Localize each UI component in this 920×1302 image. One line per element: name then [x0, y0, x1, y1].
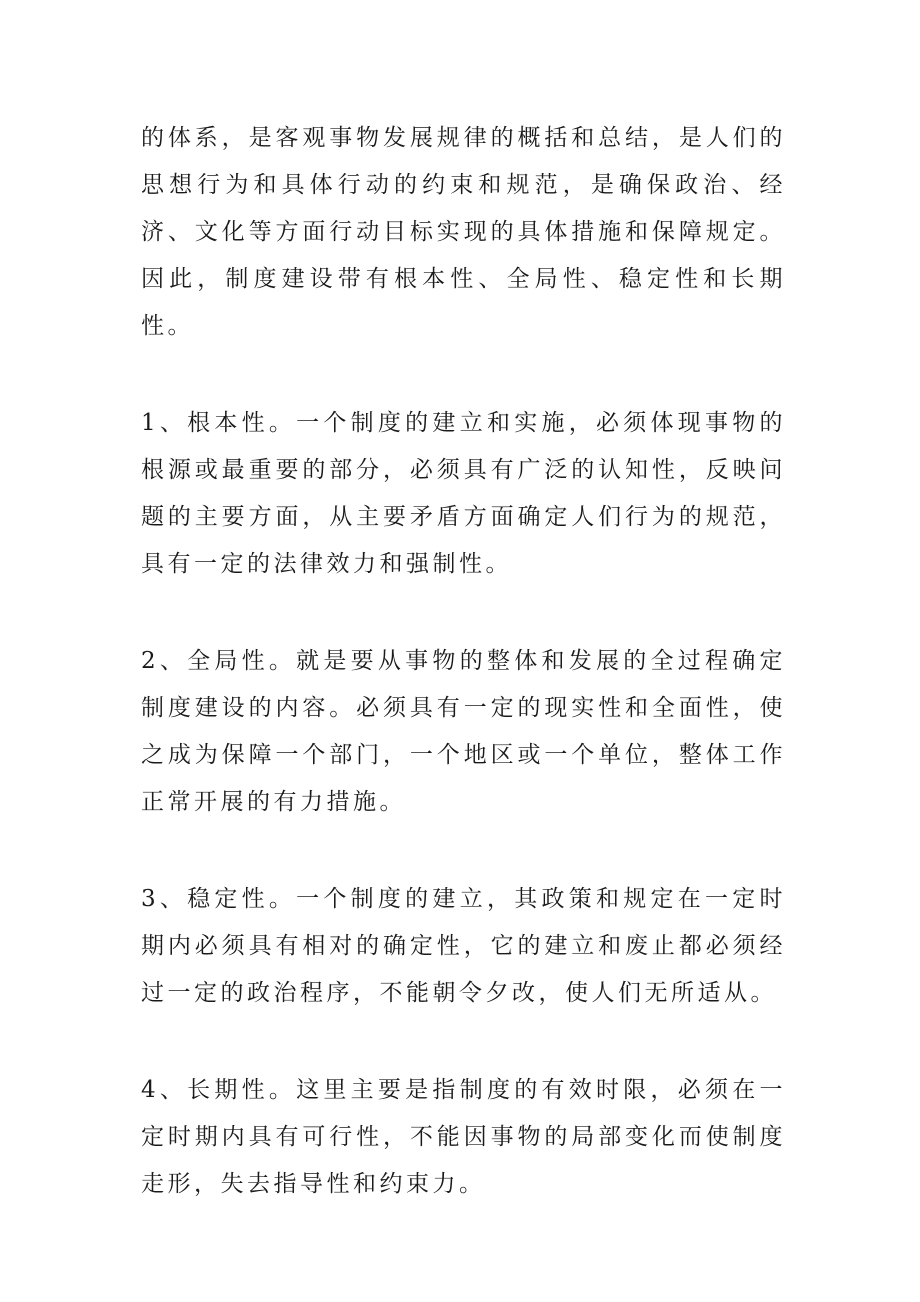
paragraph-fundamental: 1、根本性。一个制度的建立和实施，必须体现事物的根源或最重要的部分，必须具有广泛的认知性，反映问题的主要方面，从主要矛盾方面确定人们行为的规范，具有一定的法律效力和强制性。: [141, 410, 786, 577]
paragraph-overall: 2、全局性。就是要从事物的整体和发展的全过程确定制度建设的内容。必须具有一定的现实性和全面性，使之成为保障一个部门，一个地区或一个单位，整体工作正常开展的有力措施。: [141, 648, 786, 815]
document-body: [141, 115, 786, 1208]
paragraph-long-term: 4、长期性。这里主要是指制度的有效时限，必须在一定时期内具有可行性，不能因事物的局部变化而使制度走形，失去指导性和约束力。: [141, 1077, 786, 1197]
paragraph-stability: 3、稳定性。一个制度的建立，其政策和规定在一定时期内必须具有相对的确定性，它的建立和废止都必须经过一定的政治程序，不能朝令夕改，使人们无所适从。: [141, 886, 786, 1006]
paragraph-intro: 的体系，是客观事物发展规律的概括和总结，是人们的思想行为和具体行动的约束和规范，是确保政治、经济、文化等方面行动目标实现的具体措施和保障规定。因此，制度建设带有根本性、全局性、稳定性和长期性。: [141, 125, 786, 339]
